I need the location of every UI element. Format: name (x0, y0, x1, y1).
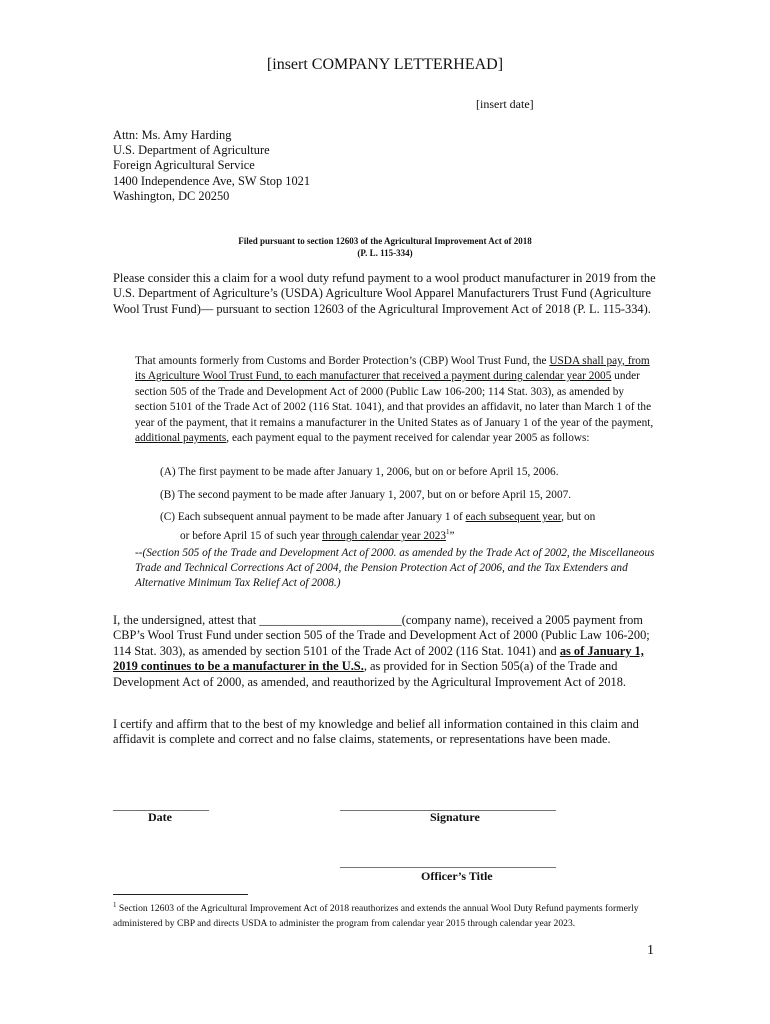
quote-text: That amounts formerly from Customs and Border Protection’s (CBP) Wool Trust Fund, the (135, 355, 550, 367)
quote-underlined-text: USDA shall pay, from its Agriculture Wool Trust Fund, to each manufacturer that received a payment during calendar year 2005 (135, 355, 650, 383)
filed-pursuant-heading (113, 235, 657, 259)
list-item-b: (B) The second payment to be made after January 1, 2007, but on or before April 15, 2007. (160, 489, 572, 501)
date-label: Date (148, 810, 172, 824)
recipient-address (113, 128, 310, 204)
list-c-text: or before April 15 of such year (180, 530, 323, 543)
statute-quote (135, 354, 657, 446)
address-line: Washington, DC 20250 (113, 188, 230, 203)
attestation-paragraph (113, 613, 658, 690)
quote-text: under section 505 of the Trade and Development Act of 2000 (Public Law 106-200; 114 Stat. 303), as amended by section 5101 of the Trade Act of 2002 (116 Stat. 1041), and that provides an affidavit, no later than March 1 of the year of the payment, that it remains a manufacturer in the United States as of January 1 of the year of the payment, (135, 370, 654, 429)
list-c-text: (C) Each subsequent annual payment to be made after January 1 of (160, 511, 466, 523)
letterhead-placeholder: [insert COMPANY LETTERHEAD] (266, 56, 504, 73)
certification-paragraph: I certify and affirm that to the best of my knowledge and belief all information contained in this claim and affidavit is complete and correct and no false claims, statements, or representations have been made. (113, 717, 639, 747)
footnote-reference: 1 (446, 528, 450, 537)
list-c-text: ” (449, 530, 455, 543)
page-number: 1 (647, 943, 654, 958)
signature-label: Signature (430, 810, 480, 824)
filed-line-1: Filed pursuant to section 12603 of the Agricultural Improvement Act of 2018 (238, 236, 532, 246)
officer-title-label: Officer’s Title (421, 869, 493, 883)
officer-title-line: ____________________________________ (340, 855, 556, 869)
list-c-underlined: each subsequent year (465, 511, 562, 523)
statute-citation: --(Section 505 of the Trade and Development Act of 2000. as amended by the Trade Act of 2002, the Miscellaneous Trade and Technical Corrections Act of 2004, the Pension Protection Act of 2006, and the Tax Extenders and Alternative Minimum Tax Relief Act of 2008.) (135, 547, 655, 590)
signature-line: ____________________________________ (340, 798, 556, 812)
list-c-continuation (160, 525, 660, 544)
quote-underlined-text: additional payments (135, 432, 227, 445)
intro-paragraph: Please consider this a claim for a wool duty refund payment to a wool product manufacturer in 2019 from the U.S. Department of Agriculture’s (USDA) Agriculture Wool Apparel Manufacturers Trust Fund (Agriculture Wool Trust Fund)— pursuant to section 12603 of the Agricultural Improvement Act of 2018 (P. L. 115-334). (113, 271, 656, 316)
quote-text: , each payment equal to the payment received for calendar year 2005 as follows: (226, 432, 590, 445)
address-line: U.S. Department of Agriculture (113, 143, 270, 158)
footnote-mark: 1 (113, 901, 117, 909)
attest-text: , as provided for in Section 505(a) of the Trade and Development Act of 2000, as amended, and reauthorized by the Agricultural Improvement Act of 2018. (113, 659, 627, 689)
footnote-text: Section 12603 of the Agricultural Improvement Act of 2018 reauthorizes and extends the annual Wool Duty Refund payments formerly administered by CBP and directs USDA to administer the program from calendar year 2015 through calendar year 2023. (113, 903, 639, 929)
filed-line-2: (P. L. 115-334) (357, 248, 413, 258)
address-line: Foreign Agricultural Service (113, 158, 255, 173)
list-item-c (160, 510, 660, 545)
date-signature-line: ________________ (113, 798, 209, 812)
list-c-underlined: through calendar year 2023 (322, 530, 447, 543)
address-line: 1400 Independence Ave, SW Stop 1021 (113, 173, 311, 188)
footnote (113, 898, 661, 931)
attest-text: I, the undersigned, attest that _______________________(company name), received a 2005 payment from CBP’s Wool Trust Fund under section 505 of the Trade and Development Act of 2000 (Public Law 106-200; 114 Stat. 303), as amended by section 5101 of the Trade Act of 2002 (116 Stat. 1041) and (113, 613, 650, 658)
address-line: Attn: Ms. Amy Harding (113, 128, 232, 142)
list-item-a: (A) The first payment to be made after January 1, 2006, but on or before April 15, 2006. (160, 466, 559, 478)
footnote-divider (113, 894, 248, 895)
list-c-text: , but on (561, 511, 596, 523)
date-placeholder: [insert date] (476, 97, 534, 111)
attest-emphasis: as of January 1, 2019 continues to be a manufacturer in the U.S. (113, 643, 644, 674)
